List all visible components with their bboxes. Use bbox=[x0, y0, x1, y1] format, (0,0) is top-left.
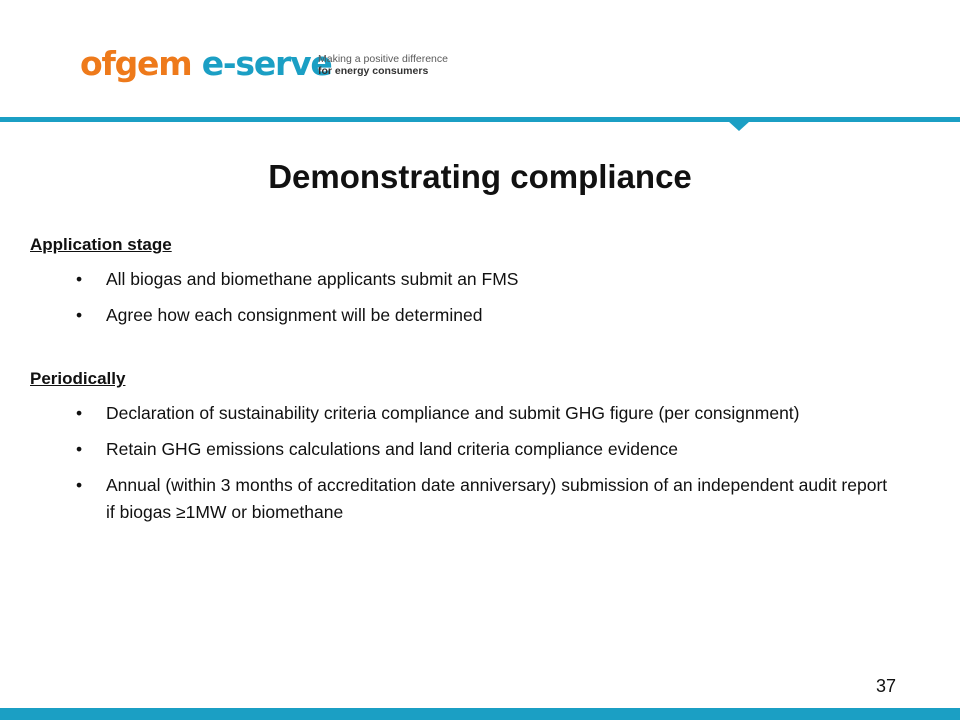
slide-content bbox=[30, 232, 890, 535]
bullet-list bbox=[30, 266, 890, 329]
bullet-text: Declaration of sustainability criteria compliance and submit GHG figure (per consignment) bbox=[106, 403, 800, 423]
bullet-icon: • bbox=[76, 269, 83, 289]
bullet-icon: • bbox=[76, 305, 83, 325]
slide-title: Demonstrating compliance bbox=[268, 158, 692, 195]
bullet-icon: • bbox=[76, 403, 83, 423]
section-spacer bbox=[30, 338, 890, 366]
section-periodically bbox=[30, 366, 890, 526]
bullet-icon: • bbox=[76, 475, 83, 495]
logo-wordmark bbox=[80, 44, 332, 84]
logo-tagline-line2: for energy consumers bbox=[318, 65, 429, 77]
logo-text-eserve: e-serve bbox=[201, 44, 332, 83]
bullet-item bbox=[30, 472, 890, 526]
bullet-item bbox=[30, 302, 890, 329]
logo-text-ofgem: ofgem bbox=[80, 44, 192, 83]
bullet-item bbox=[30, 436, 890, 463]
header-divider bbox=[0, 117, 960, 122]
logo-tagline-line1: Making a positive difference bbox=[318, 53, 448, 65]
bullet-text: Agree how each consignment will be determined bbox=[106, 305, 483, 325]
section-heading: Periodically bbox=[30, 369, 126, 388]
bullet-list bbox=[30, 400, 890, 526]
footer-bar bbox=[0, 708, 960, 720]
section-application-stage bbox=[30, 232, 890, 329]
bullet-icon: • bbox=[76, 439, 83, 459]
bullet-item bbox=[30, 400, 890, 427]
header-notch-icon bbox=[728, 121, 750, 131]
bullet-text: Annual (within 3 months of accreditation date anniversary) submission of an independent audit report if biogas ≥1MW or biomethane bbox=[106, 475, 888, 522]
section-heading: Application stage bbox=[30, 235, 172, 254]
bullet-text: Retain GHG emissions calculations and land criteria compliance evidence bbox=[106, 439, 678, 459]
page-number: 37 bbox=[875, 676, 897, 696]
bullet-item bbox=[30, 266, 890, 293]
bullet-text: All biogas and biomethane applicants submit an FMS bbox=[106, 269, 519, 289]
logo-tagline bbox=[318, 53, 448, 77]
